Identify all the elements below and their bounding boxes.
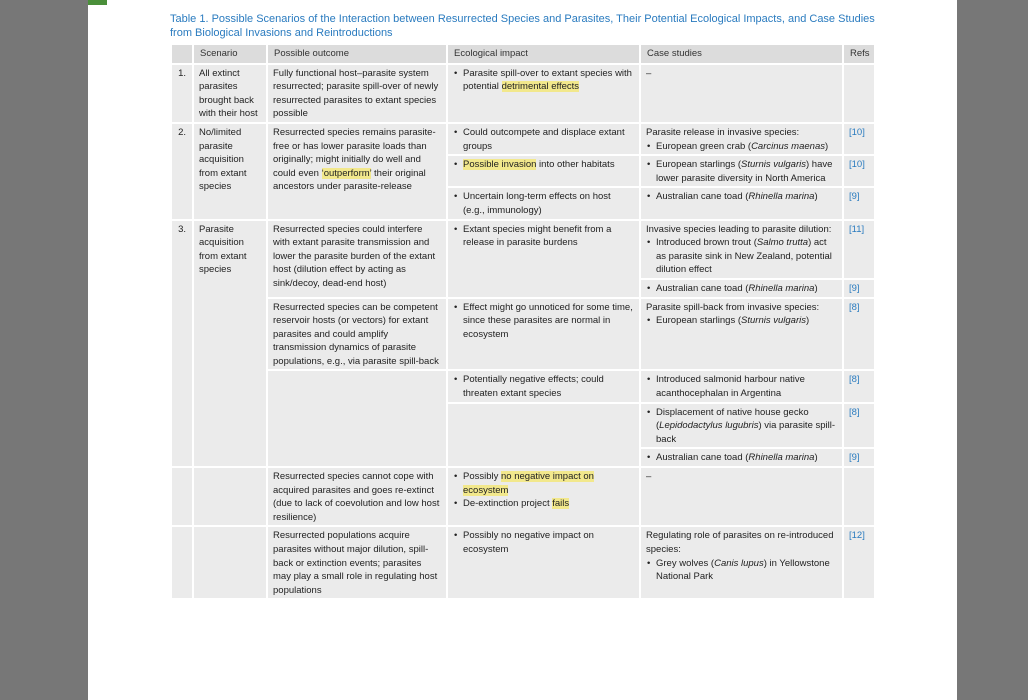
scenario-number: 3. [171,220,193,468]
impact-item: • Potentially negative effects; could threaten extant species [453,373,634,400]
scenarios-table [170,43,876,600]
case-item: • European starlings (Sturnis vulgaris) have lower parasite diversity in North America [646,158,837,185]
scenario-cell [193,526,267,599]
reference-link[interactable]: [8] [849,301,860,313]
table-row [171,370,875,402]
outcome-text: Resurrected species remains parasite-free or has lower parasite loads than originally; might initially do well and could even [273,126,436,179]
header-refs: Refs [843,44,875,64]
reference-link[interactable]: [9] [849,452,860,464]
outcome-cell [267,123,447,220]
reference-link[interactable]: [9] [849,282,860,294]
table-row [171,64,875,123]
header-outcome: Possible outcome [267,44,447,64]
highlight: detrimental effects [501,81,580,93]
header-cases: Case studies [640,44,843,64]
outcome-cell: Resurrected species cannot cope with acquired parasites and goes re-extinct (due to lack of coevolution and low host resilience) [267,467,447,526]
impact-cell [447,220,640,298]
reference-link[interactable]: [8] [849,406,860,418]
reference-link[interactable]: [11] [849,223,865,235]
reference-link[interactable]: [10] [849,126,865,138]
cases-cell [640,187,843,219]
corner-accent [88,0,107,5]
highlight: no negative impact on ecosystem [463,471,594,496]
cases-cell [640,526,843,599]
refs-cell [843,220,875,279]
case-item: • Introduced brown trout (Salmo trutta) act as parasite sink in New Zealand, potential dilution effect [646,236,837,277]
reference-link[interactable]: [8] [849,374,860,386]
cases-cell [640,279,843,298]
table-row [171,467,875,526]
reference-link[interactable]: [10] [849,159,865,171]
outcome-cell: Resurrected species can be competent reservoir hosts (or vectors) for extant parasites and could amplify transmission dynamics of parasite populations, e.g., via parasite spill-back [267,298,447,371]
impact-item: • Uncertain long-term effects on host (e.g., immunology) [453,190,634,217]
impact-cell [447,155,640,187]
impact-cell [447,64,640,123]
refs-cell [843,155,875,187]
case-item: • Displacement of native house gecko (Lepidodactylus lugubris) via parasite spill-back [646,406,837,447]
header-impact: Ecological impact [447,44,640,64]
impact-cell [447,370,640,402]
cases-cell [640,448,843,467]
case-item: • Grey wolves (Canis lupus) in Yellowstone National Park [646,557,837,584]
outcome-cell: Fully functional host–parasite system resurrected; parasite spill-over of newly resurrected parasites to extant species possible [267,64,447,123]
outcome-cell: Resurrected populations acquire parasites without major dilution, spill-back or extinction events; parasites may play a small role in regulating host populations [267,526,447,599]
cases-cell: – [640,467,843,526]
impact-cell [447,123,640,155]
cases-cell [640,298,843,371]
refs-cell [843,123,875,155]
outcome-cell: Resurrected species could interfere with extant parasite transmission and lower the parasite burden of the extant host (dilution effect by acting as sink/decoy, dead-end host) [267,220,447,298]
table-caption: Table 1. Possible Scenarios of the Interaction between Resurrected Species and Parasites, Their Potential Ecological Impacts, and Case Studies from Biological Invasions and Reintroductions [170,13,875,39]
cases-cell [640,370,843,402]
scenario-cell [193,467,267,526]
case-item: • Australian cane toad (Rhinella marina) [646,451,837,465]
header-scenario: Scenario [193,44,267,64]
impact-cell [447,187,640,219]
refs-cell [843,64,875,123]
scenario-cell: Parasite acquisition from extant species [193,220,267,468]
refs-cell [843,279,875,298]
cases-cell [640,220,843,279]
impact-item: • Could outcompete and displace extant groups [453,126,634,153]
impact-item: • De-extinction project fails [453,497,634,511]
table-row [171,298,875,371]
highlight: ‘outperform’ [321,167,372,179]
refs-cell [843,370,875,402]
impact-item: • Possibly no negative impact on ecosystem [453,470,634,497]
highlight: Possible invasion [463,159,537,171]
reference-link[interactable]: [9] [849,191,860,203]
cases-heading: Parasite release in invasive species: [646,126,800,138]
scenario-number [171,526,193,599]
case-item: • Introduced salmonid harbour native acanthocephalan in Argentina [646,373,837,400]
cases-cell [640,155,843,187]
refs-cell [843,403,875,449]
refs-cell [843,298,875,371]
table-row [171,220,875,279]
refs-cell [843,187,875,219]
header-num [171,44,193,64]
case-item: • European green crab (Carcinus maenas) [646,140,837,154]
case-item: • Australian cane toad (Rhinella marina) [646,190,837,204]
cases-cell [640,123,843,155]
cases-cell [640,403,843,449]
cases-heading: Invasive species leading to parasite dilution: [646,223,832,235]
table-row [171,123,875,155]
reference-link[interactable]: [12] [849,530,865,542]
scenario-cell: No/limited parasite acquisition from extant species [193,123,267,220]
impact-item: • Effect might go unnoticed for some time, since these parasites are normal in ecosystem [453,301,634,342]
outcome-cell [267,370,447,467]
impact-item: • Extant species might benefit from a release in parasite burdens [453,223,634,250]
impact-text: Parasite spill-over to extant species with potential [463,67,632,93]
impact-item: • Possibly no negative impact on ecosystem [453,529,634,556]
impact-cell [447,467,640,526]
highlight: fails [552,498,570,510]
cases-heading: Parasite spill-back from invasive species: [646,301,820,313]
impact-item: • Possible invasion into other habitats [453,158,634,172]
scenario-number [171,467,193,526]
impact-cell [447,526,640,599]
impact-cell [447,298,640,371]
refs-cell [843,467,875,526]
table-row [171,526,875,599]
outcome-text: their original ancestors under parasite-release [273,167,426,193]
case-item: • Australian cane toad (Rhinella marina) [646,282,837,296]
refs-cell [843,526,875,599]
cases-heading: Regulating role of parasites on re-introduced species: [646,530,834,555]
case-item: • European starlings (Sturnis vulgaris) [646,314,837,328]
refs-cell [843,448,875,467]
cases-cell: – [640,64,843,123]
scenario-number: 1. [171,64,193,123]
header-row [171,44,875,64]
impact-cell [447,403,640,467]
scenario-number: 2. [171,123,193,220]
scenario-cell: All extinct parasites brought back with their host [193,64,267,123]
